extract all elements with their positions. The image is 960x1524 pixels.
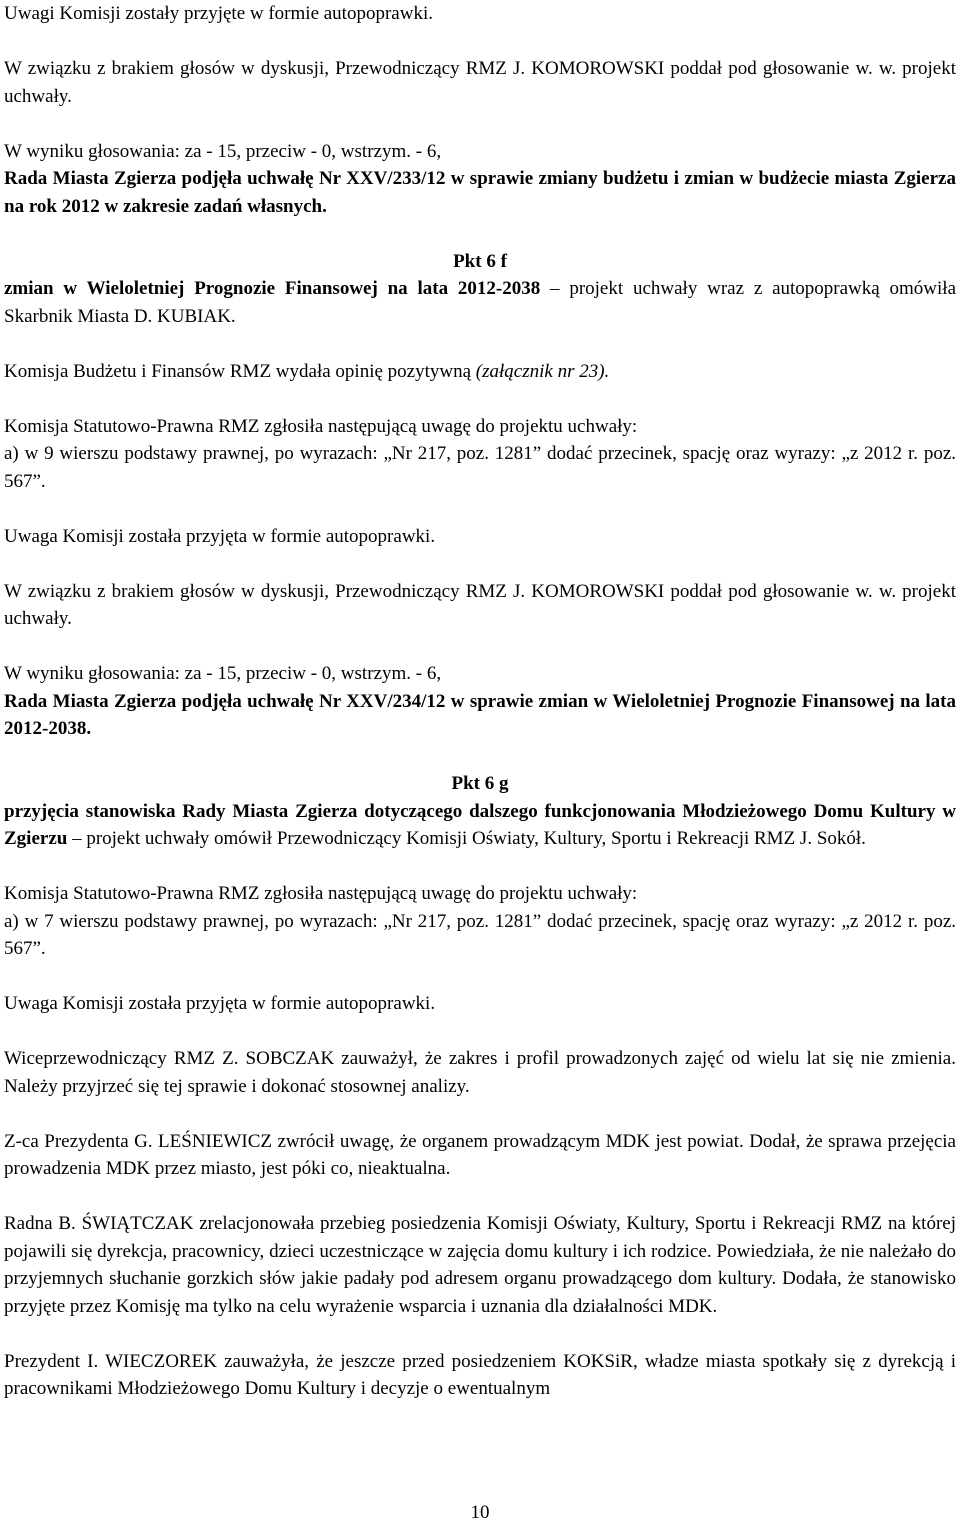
paragraph-pkt-6f-title	[4, 275, 956, 330]
pkt-6g-title-rest: – projekt uchwały omówił Przewodniczący Komisji Oświaty, Kultury, Sportu i Rekreacji RMZ J. Sokół.	[67, 828, 866, 849]
paragraph-statut-a-6g: a) w 7 wierszu podstawy prawnej, po wyrazach: „Nr 217, poz. 1281” dodać przecinek, spację oraz wyrazy: „z 2012 r. poz. 567”.	[4, 910, 956, 959]
paragraph-statut-intro-6g: Komisja Statutowo-Prawna RMZ zgłosiła następującą uwagę do projektu uchwały:	[4, 883, 638, 904]
paragraph-accepted-6g: Uwaga Komisji została przyjęta w formie autopoprawki.	[4, 993, 436, 1014]
heading-pkt-6g: Pkt 6 g	[451, 773, 509, 794]
paragraph-statut-intro-6f: Komisja Statutowo-Prawna RMZ zgłosiła następującą uwagę do projektu uchwały:	[4, 415, 638, 437]
page-number: 10	[470, 1502, 490, 1523]
paragraph-accepted-6f: Uwaga Komisji została przyjęta w formie autopoprawki.	[4, 525, 436, 547]
paragraph-brak-glosow: W związku z brakiem głosów w dyskusji, Przewodniczący RMZ J. KOMOROWSKI poddał pod głosowanie w. w. projekt uchwały.	[4, 58, 956, 107]
heading-pkt-6f: Pkt 6 f	[453, 250, 507, 272]
paragraph-uwagi-przyjete: Uwagi Komisji zostały przyjęte w formie autopoprawki.	[4, 3, 433, 24]
paragraph-vote-result: W wyniku głosowania: za - 15, przeciw - 0, wstrzym. - 6,	[4, 140, 442, 162]
paragraph-pkt-6g-title	[4, 798, 956, 853]
paragraph-wieczorek: Prezydent I. WIECZOREK zauważyła, że jeszcze przed posiedzeniem KOKSiR, władze miasta spotkały się z dyrekcją i pracownikami Młodzieżowego Domu Kultury i decyzje o ewentualnym	[4, 1350, 956, 1399]
paragraph-vote-6f: W wyniku głosowania: za - 15, przeciw - 0, wstrzym. - 6,	[4, 663, 442, 684]
opinion-attachment-ref: (załącznik nr 23).	[475, 360, 610, 382]
paragraph-brak-glosow-6f: W związku z brakiem głosów w dyskusji, Przewodniczący RMZ J. KOMOROWSKI poddał pod głosowanie w. w. projekt uchwały.	[4, 580, 956, 629]
pkt-6f-title-bold: zmian w Wieloletniej Prognozie Finansowej na lata 2012-2038	[4, 278, 541, 299]
paragraph-statut-a-6f: a) w 9 wierszu podstawy prawnej, po wyrazach: „Nr 217, poz. 1281” dodać przecinek, spację oraz wyrazy: „z 2012 r. poz. 567”.	[4, 443, 956, 492]
paragraph-resolution-234: Rada Miasta Zgierza podjęła uchwałę Nr XXV/234/12 w sprawie zmian w Wieloletniej Prognozie Finansowej na lata 2012-2038.	[4, 690, 956, 739]
pkt-6f-title-rest: – projekt uchwały wraz z autopoprawką omówiła Skarbnik Miasta D. KUBIAK.	[4, 278, 957, 327]
pkt-6g-title-bold: przyjęcia stanowiska Rady Miasta Zgierza dotyczącego dalszego funkcjonowania Młodzieżowego Domu Kultury w Zgierzu	[4, 800, 956, 849]
paragraph-opinion	[4, 358, 956, 386]
paragraph-lesniewicz: Z-ca Prezydenta G. LEŚNIEWICZ zwrócił uwagę, że organem prowadzącym MDK jest powiat. Dodał, że sprawa przejęcia prowadzenia MDK przez miasto, jest póki co, nieaktualna.	[4, 1130, 956, 1179]
paragraph-swiatczak: Radna B. ŚWIĄTCZAK zrelacjonowała przebieg posiedzenia Komisji Oświaty, Kultury, Sportu i Rekreacji RMZ na której pojawili się dyrekcja, pracownicy, dzieci uczestniczące w zajęcia domu kultury i ich rodzice. Powiedziała, że nie należało do przyjemnych słuchanie gorzkich słów jakie padały pod adresem organu prowadzącego dom kultury. Dodała, że stanowisko przyjęte przez Komisję ma tylko na celu wyrażenie wsparcia i uznania dla działalności MDK.	[4, 1213, 956, 1317]
paragraph-resolution-233: Rada Miasta Zgierza podjęła uchwałę Nr XXV/233/12 w sprawie zmiany budżetu i zmian w budżecie miasta Zgierza na rok 2012 w zakresie zadań własnych.	[4, 168, 956, 217]
opinion-text: Komisja Budżetu i Finansów RMZ wydała opinię pozytywną	[4, 360, 476, 382]
paragraph-sobczak: Wiceprzewodniczący RMZ Z. SOBCZAK zauważył, że zakres i profil prowadzonych zajęć od wielu lat się nie zmienia. Należy przyjrzeć się tej sprawie i dokonać stosownej analizy.	[4, 1048, 956, 1097]
document-page	[4, 0, 956, 1524]
